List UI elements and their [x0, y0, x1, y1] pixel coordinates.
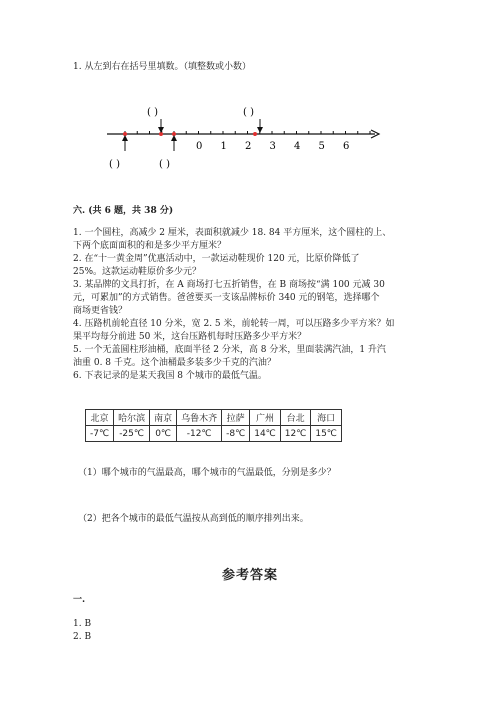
point-marker	[253, 132, 257, 136]
tick-label: 6	[343, 141, 350, 152]
answer-blank-bottom: ( )	[159, 159, 170, 170]
table-cell-city: 海口	[311, 410, 342, 426]
table-cell-temp: -8℃	[222, 426, 250, 442]
table-cell-city: 台北	[280, 410, 311, 426]
problem-line: 果平均每分前进 50 米，这台压路机每时压路多少平方米？	[73, 332, 307, 342]
problem-line: 4. 压路机前轮直径 10 分米，宽 2. 5 米，前轮转一周，可以压路多少平方米？如	[73, 319, 395, 329]
table-row	[86, 410, 342, 426]
problem-line: 3. 某品牌的文具打折，在 A 商场打七五折销售，在 B 商场按“满 100 元减 30	[73, 280, 385, 290]
tick-labels	[196, 141, 349, 152]
tick-label: 4	[294, 141, 301, 152]
table-cell-city: 乌鲁木齐	[177, 410, 222, 426]
answer-item: 1. B	[73, 619, 92, 629]
table-cell-city: 广州	[250, 410, 281, 426]
table-cell-temp: 15℃	[311, 426, 342, 442]
table-cell-temp: 0℃	[150, 426, 177, 442]
problem-line: 2. 在“十一黄金周”优惠活动中，一款运动鞋现价 120 元，比原价降低了	[73, 254, 360, 264]
point-marker	[123, 132, 127, 136]
answer-blank-top: ( )	[243, 107, 254, 118]
problem-line: 油重 0. 8 千克。这个油桶最多装多少千克的汽油？	[73, 358, 276, 368]
sub-question-2: （2）把各个城市的最低气温按从高到低的顺序排列出来。	[78, 514, 309, 524]
problem-line: 元，可累加”的方式销售。爸爸要买一支该品牌标价 340 元的钢笔，选择哪个	[73, 293, 380, 303]
problem-line: 1. 一个圆柱，高减少 2 厘米，表面积就减少 18. 84 平方厘米，这个圆柱的上、	[73, 228, 392, 238]
table-cell-temp: -7℃	[86, 426, 114, 442]
answers-title: 参考答案	[221, 568, 278, 583]
point-marker	[172, 132, 176, 136]
table-cell-city: 拉萨	[222, 410, 250, 426]
table-cell-city: 哈尔滨	[114, 410, 150, 426]
answers-section-label: 一.	[73, 595, 86, 605]
tick-label: 3	[269, 141, 276, 152]
table-cell-city: 北京	[86, 410, 114, 426]
table-cell-temp: 12℃	[280, 426, 311, 442]
problem-line: 下两个底面面积的和是多少平方厘米？	[73, 241, 227, 251]
table-cell-temp: -12℃	[177, 426, 222, 442]
answer-blank-top: ( )	[147, 107, 158, 118]
sub-question-1: （1）哪个城市的气温最高，哪个城市的气温最低，分别是多少？	[78, 468, 336, 478]
tick-label: 2	[245, 141, 252, 152]
table-row	[86, 426, 342, 442]
problem-line: 商场更省钱？	[73, 306, 128, 316]
problem-line: 6. 下表记录的是某天我国 8 个城市的最低气温。	[73, 371, 267, 381]
tick-label: 1	[220, 141, 227, 152]
answer-blank-bottom: ( )	[109, 159, 120, 170]
temperature-table	[85, 409, 342, 442]
point-marker	[159, 132, 163, 136]
table-cell-city: 南京	[150, 410, 177, 426]
tick-label: 0	[196, 141, 203, 152]
section-6-body	[73, 227, 395, 383]
number-line	[95, 95, 385, 180]
table-cell-temp: -25℃	[114, 426, 150, 442]
section-6-title: 六. (共 6 题，共 38 分)	[73, 206, 174, 216]
question-1-prompt: 1. 从左到右在括号里填数。（填整数或小数）	[73, 62, 251, 72]
tick-label: 5	[318, 141, 325, 152]
table-cell-temp: 14℃	[250, 426, 281, 442]
answer-item: 2. B	[73, 632, 92, 642]
problem-line: 25%。这款运动鞋原价多少元？	[73, 267, 202, 277]
problem-line: 5. 一个无盖圆柱形油桶，底面半径 2 分米，高 8 分米，里面装满汽油，1 升汽	[73, 345, 386, 355]
